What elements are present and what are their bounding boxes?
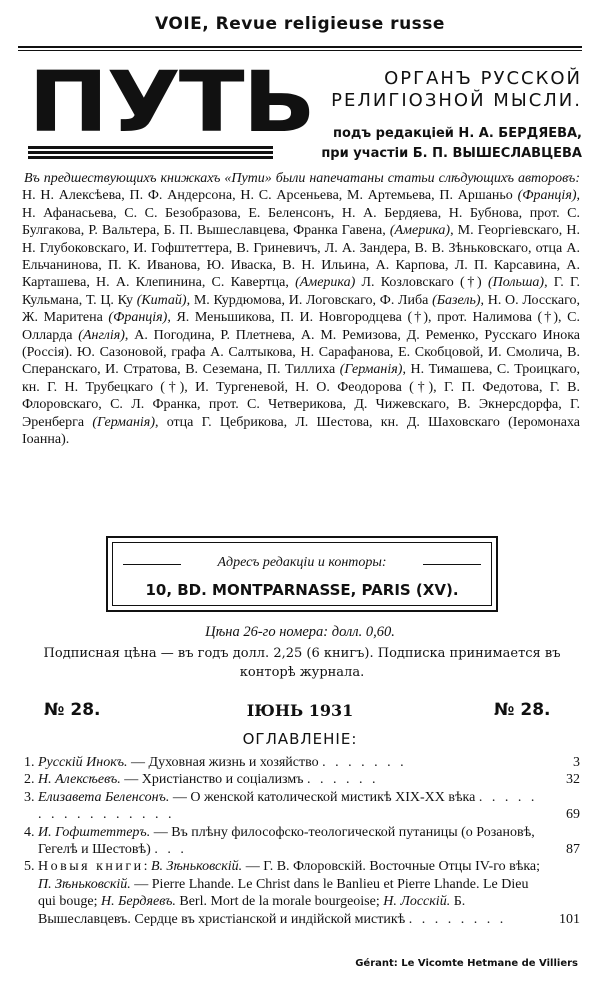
editor-line-2: при участіи Б. П. ВЫШЕСЛАВЦЕВА xyxy=(321,146,582,161)
intro-country-2: (Америка) xyxy=(389,223,451,239)
toc-item-number: 2. xyxy=(24,772,35,788)
intro-text-5: , Г. Г. Кульмана, Т. Ц. Ку xyxy=(22,275,581,308)
toc-item-number: 4. xyxy=(24,824,35,840)
table-of-contents xyxy=(24,754,580,928)
toc-item-title: — Въ плѣну философско-теологической путаницы (о Розановѣ, Гегелѣ и Шестовѣ) xyxy=(38,824,535,858)
review-text-3: Berl. Mort de la morale bourgeoise; xyxy=(175,894,384,910)
intro-country-1: (Франція) xyxy=(517,188,577,204)
address-box-inner xyxy=(112,542,492,606)
issue-date: ІЮНЬ 1931 xyxy=(246,701,354,720)
header-rule xyxy=(18,46,582,48)
intro-country-3: (Америка) xyxy=(295,275,356,291)
organ-subtitle xyxy=(282,68,582,112)
toc-item-leader: . . . xyxy=(154,842,187,858)
intro-text-9: , А. Погодина, Р. Плетнева, А. М. Ремизова, Д. Ременко, Русскаго Инока (Россія). Ю. Сазоновой, графа А. Салтыкова, Н. Сарафанова, Е. Скобцовой, И. Смолича, В. Сперанскаго, И. Стратова, В. Сеземана, П. Тиллиха xyxy=(22,327,580,378)
toc-item-page: 32 xyxy=(566,772,580,788)
toc-item-title: — Духовная жизнь и хозяйство xyxy=(127,755,319,770)
toc-item-leader: . . . . . . xyxy=(307,772,379,788)
editor-line-1: подъ редакціей Н. А. БЕРДЯЕВА, xyxy=(332,126,582,141)
authors-paragraph xyxy=(22,170,580,449)
issue-price: Цѣна 26-го номера: долл. 0,60. xyxy=(205,624,395,640)
toc-title: ОГЛАВЛЕНІЕ: xyxy=(242,730,358,748)
review-text-2: — Pierre Lhande. Le Christ dans le Banlieu et Pierre Lhande. Le Dieu qui bouge; xyxy=(38,876,529,910)
intro-country-9: (Германія) xyxy=(339,362,403,378)
toc-item xyxy=(24,771,580,788)
intro-country-10: (Германія) xyxy=(92,414,155,430)
toc-item-number: 5. xyxy=(24,859,35,875)
intro-country-6: (Базель) xyxy=(432,292,481,308)
intro-lead: Въ предшествующихъ книжкахъ «Пути» были напечатаны статьи слѣдующихъ авторовъ: xyxy=(24,171,580,186)
journal-header: VOIE, Revue religieuse russe xyxy=(155,14,445,34)
toc-item-leader: . . . . . . . . . . . . . . . . xyxy=(38,789,538,823)
intro-country-8: (Англія) xyxy=(78,327,125,343)
toc-item-author: И. Гофштеттеръ. xyxy=(38,824,151,840)
logo-underline-bars xyxy=(28,146,273,161)
address-text: 10, BD. MONTPARNASSE, PARIS (XV). xyxy=(145,581,459,599)
toc-item-leader: . . . . . . . . xyxy=(408,911,507,927)
header-rule-thin xyxy=(18,50,582,51)
toc-item-author: Н. Алексѣевъ. xyxy=(38,772,121,788)
intro-country-5: (Китай) xyxy=(136,292,187,308)
toc-item xyxy=(24,754,580,771)
toc-item-leader: . . . . . . . xyxy=(322,755,407,770)
toc-item xyxy=(24,824,580,859)
intro-text-10: , Н. Тимашева, С. Троицкаго, кн. Г. Н. Трубецкаго (†), И. Тургеневой, Н. О. Феодорова (†), Г. П. Федотова, Г. В. Флоровскаго, С. Л. Франка, прот. С. Четверикова, Д. Чижевскаго, В. Экнерсдорфа, Г. Эренберга xyxy=(22,362,580,430)
intro-text-11: , отца Г. Цебрикова, Л. Шестова, кн. Д. Шаховскаго (Іеромонаха Іоанна). xyxy=(22,414,580,448)
toc-item-number: 3. xyxy=(24,789,35,805)
organ-line-1: ОРГАНЪ РУССКОЙ xyxy=(384,68,582,89)
intro-text-7: , Н. О. Лосскаго, Ж. Маритена xyxy=(22,292,581,326)
subscription-info: Подписная цѣна — въ годъ долл. 2,25 (6 книгъ). Подписка принимается въ конторѣ журнала. xyxy=(43,646,561,680)
new-books-sep: : xyxy=(143,859,151,875)
toc-item-page: 101 xyxy=(559,911,580,927)
toc-item xyxy=(24,789,580,824)
intro-text-1: Н. Н. Алексѣева, П. Ф. Андерсона, Н. С. Арсеньева, М. Артемьева, П. Аршаньо xyxy=(22,188,518,204)
intro-text-3: , М. Георгіевскаго, Н. Н. Глубоковскаго, И. Гофштеттера, В. Гриневичъ, Л. А. Зандера, В. В. Зѣньковскаго, отца А. Ельчанинова, П. К. Иванова, Ю. Иваска, В. Н. Ильина, А. Карпова, Л. П. Карсавина, А. Карташева, Н. А. Клепинина, С. Кавертца, xyxy=(22,223,580,291)
toc-item-title: — Христіанство и соціализмъ xyxy=(120,772,304,788)
review-text-1: — Г. В. Флоровскій. Восточные Отцы IV-го вѣка; xyxy=(242,859,541,875)
review-author-3: Н. Бердяевъ. xyxy=(101,894,176,910)
review-text-4: Б. Вышеславцевъ. Сердце въ христіанской и индійской мистикѣ xyxy=(38,894,466,927)
intro-country-7: (Франція) xyxy=(108,310,168,326)
toc-item-author: Елизавета Беленсонъ. xyxy=(38,789,170,805)
gerant-footer: Gérant: Le Vicomte Hetmane de Villiers xyxy=(355,958,578,969)
issue-number-right: № 28. xyxy=(494,700,551,720)
toc-item-page: 3 xyxy=(573,755,580,770)
intro-text-8: , Я. Меньшикова, П. И. Новгородцева (†), прот. Налимова (†), С. Олларда xyxy=(22,310,580,343)
intro-text-6: , М. Курдюмова, И. Логовскаго, Ф. Либа xyxy=(186,292,433,308)
toc-item-page: 87 xyxy=(566,842,580,858)
intro-text-4: Л. Козловскаго (†) xyxy=(355,275,488,291)
toc-item-new-books xyxy=(24,858,580,928)
toc-item-page: 69 xyxy=(566,807,580,823)
intro-text-2: , Н. Афанасьева, С. С. Безобразова, Е. Беленсонъ, Н. А. Бердяева, Н. Бубнова, прот. С. Булгакова, Р. Вальтера, Б. П. Вышеславцева, Франка Гавена, xyxy=(22,188,580,239)
toc-item-title: — О женской католической мистикѣ XIX-XX вѣка xyxy=(169,789,476,805)
journal-logo: ПУТЬ xyxy=(28,53,314,151)
address-box xyxy=(106,536,498,612)
editor-credits xyxy=(282,124,582,164)
review-author-1: В. Зѣньковскій. xyxy=(150,859,243,875)
intro-country-4: (Польша) xyxy=(487,275,545,291)
toc-item-number: 1. xyxy=(24,755,35,770)
issue-number-left: № 28. xyxy=(44,700,101,720)
toc-item-author: Русскій Инокъ. xyxy=(38,755,128,770)
review-author-2: П. Зѣньковскій. xyxy=(38,876,131,892)
review-author-4: Н. Лосскій. xyxy=(383,894,451,910)
address-label: Адресъ редакціи и конторы: xyxy=(217,555,387,570)
organ-line-2: РЕЛИГІОЗНОЙ МЫСЛИ. xyxy=(331,90,582,111)
new-books-label: Новыя книги xyxy=(38,859,144,875)
